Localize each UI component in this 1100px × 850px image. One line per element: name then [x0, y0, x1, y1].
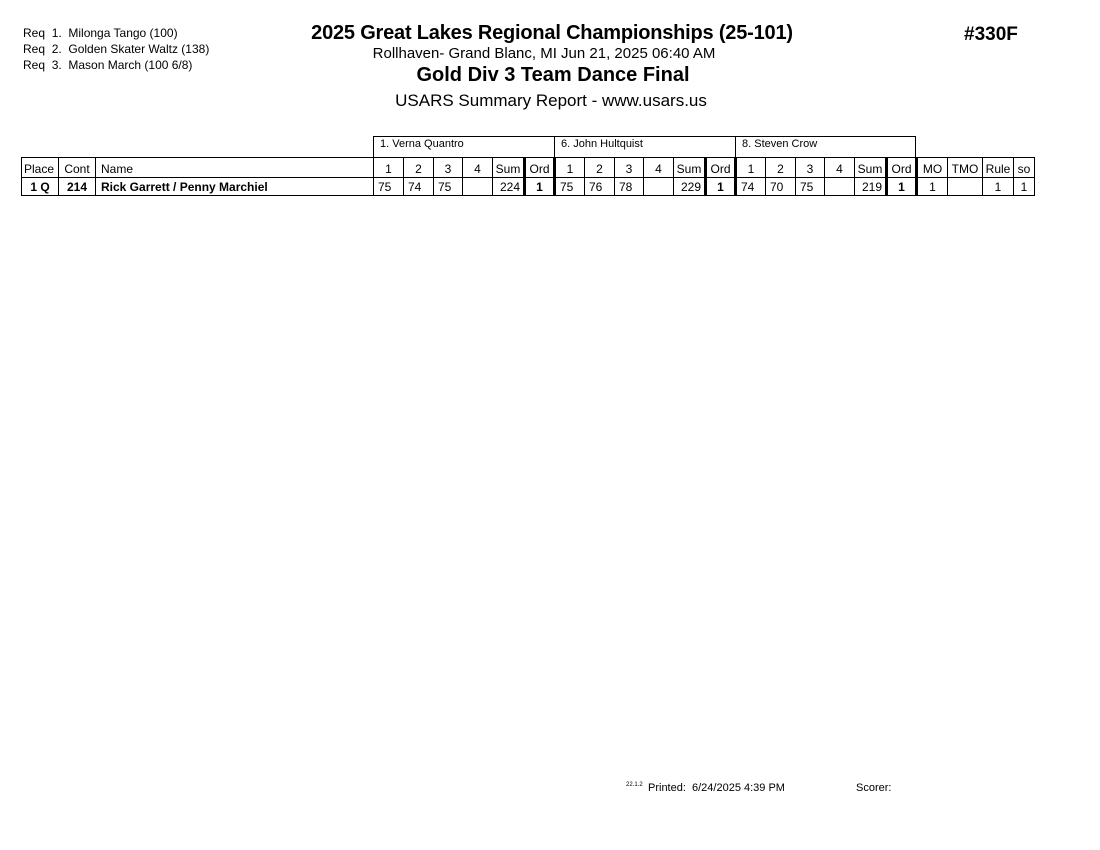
cell-mo: 1: [917, 178, 948, 196]
cell-j3-score-2: 70: [766, 178, 796, 196]
cell-j2-score-4: [644, 178, 674, 196]
judge-header-2: 6. John Hultquist: [554, 136, 736, 157]
req-number: 1.: [51, 26, 62, 40]
cell-j1-ord: 1: [525, 178, 555, 196]
cell-j2-ord: 1: [706, 178, 736, 196]
cell-j3-sum: 219: [855, 178, 887, 196]
scorer-label: Scorer:: [856, 782, 892, 794]
judge-header-1: 1. Verna Quantro: [373, 136, 555, 157]
col-j1-3: 3: [434, 158, 463, 178]
cell-tmo: [948, 178, 983, 196]
scores-table: [21, 157, 1035, 196]
cell-j2-score-3: 78: [615, 178, 644, 196]
cell-j1-score-4: [463, 178, 493, 196]
cell-j2-sum: 229: [674, 178, 706, 196]
col-cont: Cont: [59, 158, 96, 178]
cell-j2-score-1: 75: [555, 178, 585, 196]
cell-j3-score-4: [825, 178, 855, 196]
cell-j1-score-3: 75: [434, 178, 463, 196]
cell-j3-ord: 1: [887, 178, 917, 196]
cell-j1-sum: 224: [493, 178, 525, 196]
table-row: [22, 178, 1035, 196]
col-j3-sum: Sum: [855, 158, 887, 178]
event-name: Gold Div 3 Team Dance Final: [416, 64, 690, 86]
cell-j3-score-3: 75: [796, 178, 825, 196]
req-prefix: Req: [23, 58, 46, 72]
col-j3-ord: Ord: [887, 158, 917, 178]
col-j2-2: 2: [585, 158, 615, 178]
col-tmo: TMO: [948, 158, 983, 178]
judge-header-3: 8. Steven Crow: [735, 136, 916, 157]
col-j2-4: 4: [644, 158, 674, 178]
col-j2-1: 1: [555, 158, 585, 178]
competition-title: 2025 Great Lakes Regional Championships (25-101): [311, 22, 793, 44]
table-header-row: [22, 158, 1035, 178]
col-j1-ord: Ord: [525, 158, 555, 178]
req-number: 2.: [51, 42, 62, 56]
col-j3-2: 2: [766, 158, 796, 178]
req-number: 3.: [51, 58, 62, 72]
col-j1-4: 4: [463, 158, 493, 178]
col-j3-4: 4: [825, 158, 855, 178]
req-prefix: Req: [23, 26, 46, 40]
col-j1-1: 1: [374, 158, 404, 178]
col-j1-sum: Sum: [493, 158, 525, 178]
printed-value: 6/24/2025 4:39 PM: [692, 782, 785, 794]
col-name: Name: [96, 158, 374, 178]
col-so: so: [1014, 158, 1035, 178]
col-rule: Rule: [983, 158, 1014, 178]
cell-j2-score-2: 76: [585, 178, 615, 196]
event-number: #330F: [964, 24, 1018, 45]
req-dance: Milonga Tango (100): [68, 26, 178, 40]
cell-cont: 214: [59, 178, 96, 196]
cell-place: 1 Q: [22, 178, 59, 196]
req-dance: Mason March (100 6/8): [68, 58, 193, 72]
cell-j1-score-1: 75: [374, 178, 404, 196]
cell-so: 1: [1014, 178, 1035, 196]
req-dance: Golden Skater Waltz (138): [68, 42, 210, 56]
cell-j1-score-2: 74: [404, 178, 434, 196]
col-j3-1: 1: [736, 158, 766, 178]
col-j3-3: 3: [796, 158, 825, 178]
printed-label: Printed:: [648, 782, 686, 794]
version-code: 22.1.2: [626, 782, 643, 788]
col-j2-sum: Sum: [674, 158, 706, 178]
col-j2-3: 3: [615, 158, 644, 178]
col-j2-ord: Ord: [706, 158, 736, 178]
req-prefix: Req: [23, 42, 46, 56]
cell-name: Rick Garrett / Penny Marchiel: [96, 178, 374, 196]
cell-rule: 1: [983, 178, 1014, 196]
cell-j3-score-1: 74: [736, 178, 766, 196]
venue-date: Rollhaven- Grand Blanc, MI Jun 21, 2025 06:40 AM: [372, 45, 716, 62]
col-place: Place: [22, 158, 59, 178]
col-j1-2: 2: [404, 158, 434, 178]
report-title: USARS Summary Report - www.usars.us: [395, 91, 707, 110]
col-mo: MO: [917, 158, 948, 178]
